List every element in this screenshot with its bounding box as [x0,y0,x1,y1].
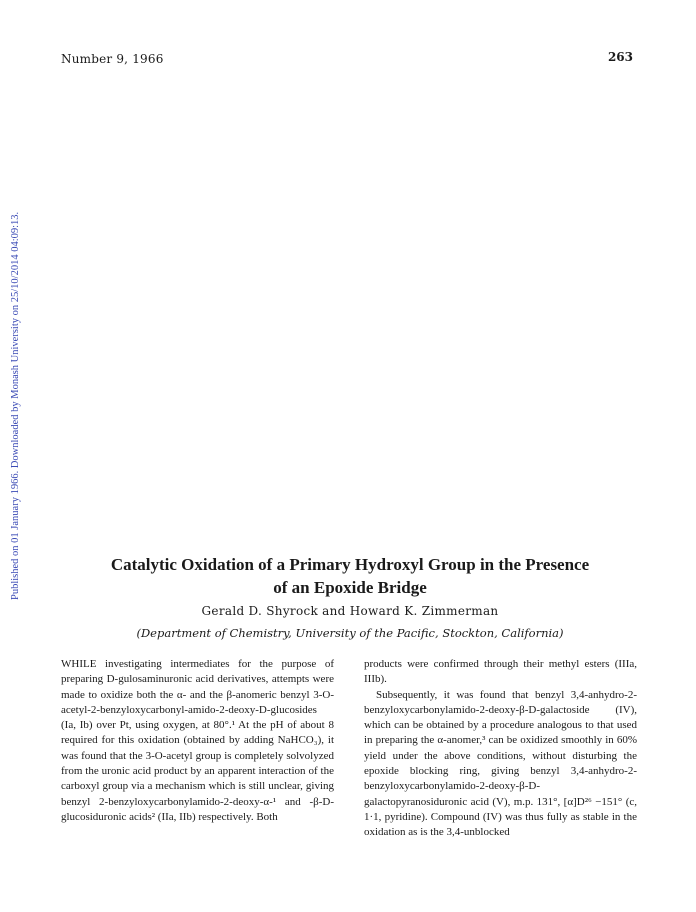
article-title [60,553,640,599]
left-column [61,657,334,825]
paragraph: WHILE investigating intermediates for the purpose of preparing D-gulosaminuronic acid derivatives, attempts were made to oxidize both the α- and the β-anomeric benzyl 3-O-acetyl-2-benzyloxycarbonyl-amido-2-deoxy-D-glucosides (Ia, Ib) over Pt, using oxygen, at 80°.¹ At the pH of about 8 required for this oxidation (obtained by adding NaHCO₃), it was found that the 3-O-acetyl group is completely solvolyzed from the uronic acid product by an apparent interaction of the carboxyl group via a mechanism which is still unclear, giving benzyl 2-benzyloxycarbonylamido-2-deoxy-α-¹ and -β-D-glucosiduronic acids² (IIa, IIb) respectively. Both [61,658,334,823]
page-number: 263 [607,50,633,64]
title-line-2: of an Epoxide Bridge [273,578,427,597]
download-stamp: Published on 01 January 1966. Downloaded by Monash University on 25/10/2014 04:09:13. [10,211,21,600]
affiliation: (Department of Chemistry, University of the Pacific, Stockton, California) [136,626,564,640]
right-column [364,657,637,841]
paragraph: Subsequently, it was found that benzyl 3,4-anhydro-2-benzyloxycarbonylamido-2-deoxy-β-D-galactoside (IV), which can be obtained by a procedure analogous to that used in preparing the α-anomer,³ can be oxidized smoothly in 60% yield under the above conditions, without disturbing the epoxide blocking ring, giving benzyl 3,4-anhydro-2-benzyloxycarbonylamido-2-deoxy-β-D-galactopyranosiduronic acid (V), m.p. 131°, [α]D²⁶ −151° (c, 1·1, pyridine). Compound (IV) was thus fully as stable in the oxidation as is the 3,4-unblocked [364,688,637,839]
running-head: Number 9, 1966 [61,52,164,66]
author-list: Gerald D. Shyrock and Howard K. Zimmerman [201,604,499,618]
paragraph: products were confirmed through their methyl esters (IIIa, IIIb). [364,658,637,686]
title-line-1: Catalytic Oxidation of a Primary Hydroxyl Group in the Presence [110,555,590,574]
